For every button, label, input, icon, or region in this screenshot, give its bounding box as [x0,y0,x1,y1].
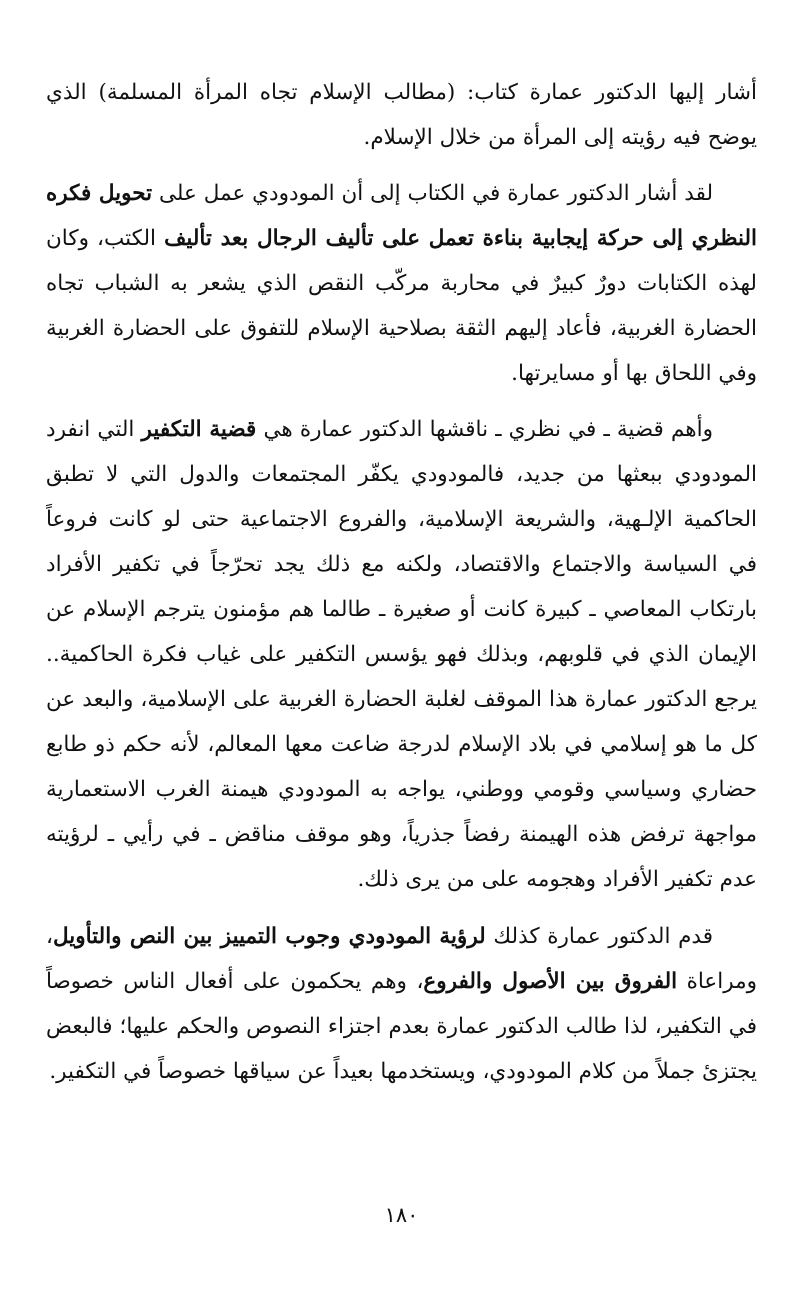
paragraph-2-text-1: لقد أشار الدكتور عمارة في الكتاب إلى أن المودودي عمل على [152,181,714,206]
paragraph-4-bold-text-2: الفروق بين الأصول والفروع [423,969,678,994]
paragraph-4-text-1: قدم الدكتور عمارة كذلك [485,924,713,949]
paragraph-3-text-2: التي انفرد المودودي ببعثها من جديد، فالمودودي يكفّر المجتمعات والدول التي لا تطبق الحاكمية الإلـهية، والشريعة الإسلامية، والفروع الاجتماعية حتى لو كانت فروعاً في السياسة والاجتماع والاقتصاد، ولكنه مع ذلك يجد تحرّجاً في تكفير الأفراد بارتكاب المعاصي ـ كبيرة كانت أو صغيرة ـ طالما هم مؤمنون يترجم الإسلام عن الإيمان الذي في قلوبهم، وبذلك فهو يؤسس التكفير على غياب فكرة الحاكمية.. يرجع الدكتور عمارة هذا الموقف لغلبة الحضارة الغربية على الإسلامية، والبعد عن كل ما هو إسلامي في بلاد الإسلام لدرجة ضاعت معها المعالم، لأنه حكم ذو طابع حضاري وسياسي وقومي ووطني، يواجه به المودودي هيمنة الغرب الاستعمارية مواجهة ترفض هذه الهيمنة رفضاً جذرياً، وهو موقف مناقض ـ في رأيي ـ لرؤيته عدم تكفير الأفراد وهجومه على من يرى ذلك. [46,417,757,892]
page-number: ١٨٠ [384,1203,419,1227]
paragraph-2-text-2: الكتب، وكان لهذه الكتابات دورٌ كبيرٌ في محاربة مركّب النقص الذي يشعر به الشباب تجاه الحضارة الغربية، فأعاد إليهم الثقة بصلاحية الإسلام للتفوق على الحضارة الغربية وفي اللحاق بها أو مسايرتها. [46,226,757,386]
document-body [46,70,757,1094]
paragraph-1 [46,70,757,160]
paragraph-2 [46,171,757,396]
paragraph-4 [46,914,757,1094]
paragraph-4-bold-text-1: لرؤية المودودي وجوب التمييز بين النص والتأويل [52,924,486,949]
paragraph-3 [46,407,757,902]
paragraph-1-text: أشار إليها الدكتور عمارة كتاب: (مطالب الإسلام تجاه المرأة المسلمة) الذي يوضح فيه رؤيته إلى المرأة من خلال الإسلام. [46,80,757,150]
paragraph-4-text-3: ، وهم يحكمون على أفعال الناس خصوصاً في التكفير، لذا طالب الدكتور عمارة بعدم اجتزاء النصوص والحكم عليها؛ فالبعض يجتزئ جملاً من كلام المودودي، ويستخدمها بعيداً عن سياقها خصوصاً في التكفير. [46,969,757,1084]
paragraph-4-text-2: ، ومراعاة [46,924,757,994]
paragraph-2-bold-text: تحويل فكره النظري إلى حركة إيجابية بناءة تعمل على تأليف الرجال بعد تأليف [46,181,758,251]
paragraph-3-text-1: وأهم قضية ـ في نظري ـ ناقشها الدكتور عمارة هي [256,417,713,442]
paragraph-3-bold-text: قضية التكفير [141,417,257,442]
